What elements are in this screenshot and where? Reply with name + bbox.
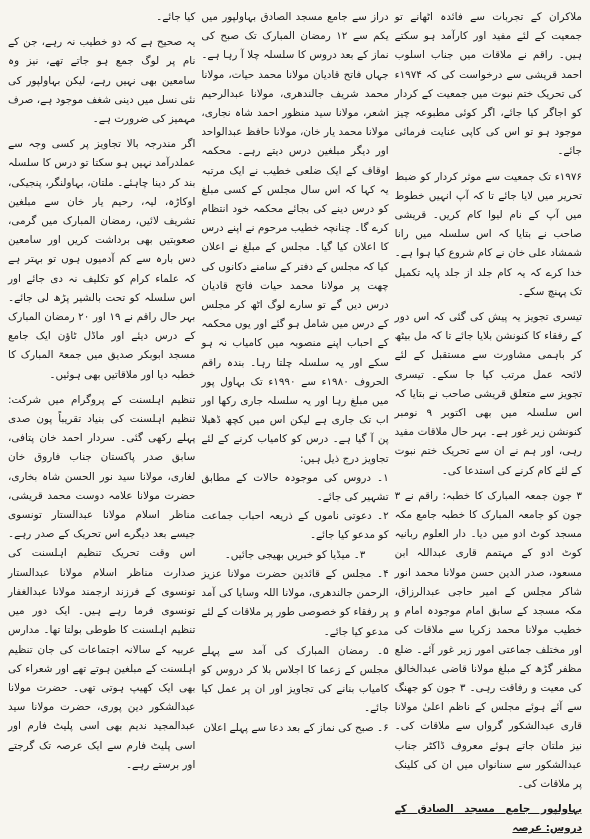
list-item: ۱۔ دروس کی موجودہ حالات کے مطابق تشہیر کی جائے۔ xyxy=(201,471,389,504)
paragraph: کیا جائے۔ xyxy=(156,11,196,23)
list-item: ۲۔ دعوتی ناموں کے ذریعہ احباب جماعت کو مدعو کیا جائے۔ xyxy=(201,510,389,542)
list-item: ۳۔ میڈیا کو خبریں بھیجی جائیں۔ xyxy=(224,548,366,561)
column-right xyxy=(394,8,582,835)
paragraph: اگر مندرجہ بالا تجاویز پر کسی وجہ سے عملدرآمد نہیں ہو سکتا تو درس کا سلسلہ بند کر دینا چاہئے۔ ملتان، بہاولنگر، پنجیکی، اوکاڑہ، لیہ، رحیم یار خان سے مبلغین تشریف لائیں، رمضان المبارک میں گرمی، صعوبتیں بھی برداشت کریں اور سامعین دس بارہ سے کم آدمیوں ہوں تو بہتر ہے کہ علماء کرام کو تکلیف نہ دی جائے اور اس سلسلہ کو تحت بالشیر پڑھ لی جائے۔ بہر حال راقم نے ۱۹ اور ۲۰ رمضان المبارک کے درس دیئے اور ماڈل ٹاؤن ایک جامع مسجد ابوبکر صدیق میں جمعۃ المبارک کا خطبہ دیا اور ملاقاتیں بھی ہوئیں۔ xyxy=(8,138,196,381)
paragraph: تیسری تجویز یہ پیش کی گئی کہ اس دور کے رفقاء کا کنونشن بلایا جائے تا کہ مل بیٹھ کر باہمی مشاورت سے مستقبل کے لئے لائحہ عمل مرتب کیا جا سکے۔ تیسری تجویز سے متعلق قریشی صاحب نے بتایا کہ اس سلسلہ میں بھی اکتوبر ۹ نومبر کنونشن زیر غور ہے۔ بہر حال ملاقات مفید رہی، اور ہم نے ان سے تحریک ختم نبوت کے لئے کام کرنے کی استدعا کی۔ xyxy=(394,311,582,477)
section-heading: بہاولپور جامع مسجد الصادق کے دروس: عرصہ xyxy=(394,803,582,835)
column-middle xyxy=(201,8,388,794)
paragraph: دراز سے جامع مسجد الصادق بہاولپور میں یکم سے ۱۲ رمضان المبارک تک صبح کی نماز کے بعد دروس کا سلسلہ چلا آ رہا ہے۔ جہاں فاتح قادیان مولانا محمد حیات، مولانا محمد شریف جالندھری، مولانا عبدالرحیم اشعر، مولانا سید منظور احمد شاہ نجاری، مولانا محمد یار خان، مولانا حافظ عبدالواحد اور دیگر مبلغین درس دیتے رہے۔ محکمہ اوقاف کے ایک ضلعی خطیب نے ایک مرتبہ یہ کہا کہ اس سال مجلس کے کسی مبلغ کو درس دینے کی بجائے محکمہ خود انتظام کرے گا۔ چنانچہ خطیب مرحوم نے اپنے درس کا اعلان کیا گیا۔ مجلس کے مبلغ نے اعلان کیا کہ مجلس کے دفتر کے سامنے دکانوں کی چھت پر مولانا محمد حیات فاتح قادیان درس دیں گے تو سارے لوگ اٹھ کر مجلس کے درس میں شامل ہو گئے اور یوں محکمہ کے احباب اپنے منصوبہ میں کامیاب نہ ہو سکے اور یہ سلسلہ چلتا رہا۔ بندہ راقم الحروف ۱۹۸۰ء سے ۱۹۹۰ء تک بہاول پور میں مبلغ رہا اور یہ سلسلہ جاری رکھا اور اب تک جاری ہے لیکن اس میں کچھ ڈھیلا پن آ گیا ہے۔ درس کو کامیاب کرنے کے لئے تجاویز درج ذیل ہیں: xyxy=(201,11,389,465)
column-left xyxy=(8,8,195,794)
list-item: ۶۔ صبح کی نماز کے بعد دعا سے پہلے اعلان xyxy=(203,721,389,734)
paragraph: ۱۹۷۶ء تک جمعیت سے موثر کردار کو ضبط تحریر میں لایا جائے تا کہ آپ انہیں خطوط میں آپ کے نام لیوا کام کریں۔ قریشی صاحب نے بتایا کہ اس سلسلہ میں رانا شمشاد علی خان نے کام شروع کیا ہوا ہے۔ خدا کرے کہ یہ کام جلد از جلد پایہ تکمیل تک پہنچ سکے۔ xyxy=(394,170,582,298)
paragraph: یہ صحیح ہے کہ دو خطیب نہ رہے، جن کے نام پر لوگ جمع ہو جاتے تھے، نیز وہ سامعین بھی نہیں رہے، لیکن بہاولپور کی نئی نسل میں دینی شغف موجود ہے، صرف مہمیز کی ضرورت ہے۔ xyxy=(8,36,196,126)
list-item: ۵۔ رمضان المبارک کی آمد سے پہلے مجلس کے زعما کا اجلاس بلا کر دروس کو کامیاب بنانے کی تجاویز اور ان پر عمل کیا جائے۔ xyxy=(201,644,389,715)
paragraph: ۳ جون جمعہ المبارک کا خطبہ: راقم نے ۳ جون کو جامعہ المبارک کا خطبہ جامع مکہ مسجد کوٹ ادو میں دیا۔ دار العلوم ربانیہ کوٹ ادو کے مہتمم قاری عبداللہ ابن مسعود، صدر الدین حسن مولانا محمد انور شاکر مجلس کے امیر حاجی عبدالرزاق، مکہ مسجد کے سابق امام موجودہ امام و خطیب مولانا محمد زکریا سے ملاقات کی اور مختلف جماعتی امور زیر غور آئے۔ ضلع مظفر گڑھ کے مبلغ مولانا قاضی عبدالخالق کی معیت و رفاقت رہی۔ ۳ جون کو جھنگ سے آئے ہوئے مجلس کے ناظم اعلیٰ مولانا قاری عبدالشکور گرواں سے ملاقات کی۔ نیز ملتان جاتے ہوئے معروف ڈاکٹر جناب عبدالشکور سے سنانواں میں ان کی کلینک پر ملاقات کی۔ xyxy=(394,489,582,790)
paragraph: ملاکران کے تجربات سے فائدہ اٹھانے تو جمعیت کے لئے مفید اور کارآمد ہو سکتے ہیں۔ راقم نے ملاقات میں جناب اسلوب احمد قریشی سے درخواست کی کہ ۱۹۷۴ء کی تحریک ختم نبوت میں جمعیت کے کردار کو اجاگر کیا جائے، اگر کوئی مطبوعہ چیز موجود ہو تو اس کی کاپی عنایت فرمائی جائے۔ xyxy=(394,11,582,158)
list-item: ۴۔ مجلس کے قائدین حضرت مولانا عزیز الرحمن جالندھری، مولانا اللہ وسایا کی آمد پر رفقاء کو خصوصی طور پر ملاقات کے لئے مدعو کیا جائے۔ xyxy=(201,567,389,638)
columns xyxy=(8,8,582,835)
section-heading-paragraph: تنظیم اہلسنت کے پروگرام میں شرکت: تنظیم اہلسنت کی بنیاد تقریباً پون صدی پہلے رکھی گئی۔ سردار احمد خان پتافی، سابق صدر پاکستان جناب فاروق خان لغاری، مولانا سید نور الحسن شاہ بخاری، حضرت مولانا علامہ دوست محمد قریشی، مناظر اسلام مولانا عبدالستار تونسوی جیسے بعد دیگرے اس تحریک کے صدر رہے۔ اس وقت تحریک تنظیم اہلسنت کی صدارت مناظر اسلام مولانا عبدالستار تونسوی کے فرزند ارجمند مولانا عبدالغفار تونسوی فرما رہے ہیں۔ ایک دور میں تنظیم اہلسنت کا طوطی بولتا تھا۔ مدارس عربیہ کے سالانہ اجتماعات کی جان تنظیم اہلسنت کے مبلغین ہوتے تھے اور شعراء کی بھی ایک کھیپ ہوتی تھی۔ حضرت مولانا عبدالشکور دین پوری، حضرت مولانا سید عبدالمجید ندیم بھی اسی پلیٹ فارم اور اسی پلیٹ فارم سے ایک عرصہ تک گرجتے اور برستے رہے۔ xyxy=(8,393,196,771)
